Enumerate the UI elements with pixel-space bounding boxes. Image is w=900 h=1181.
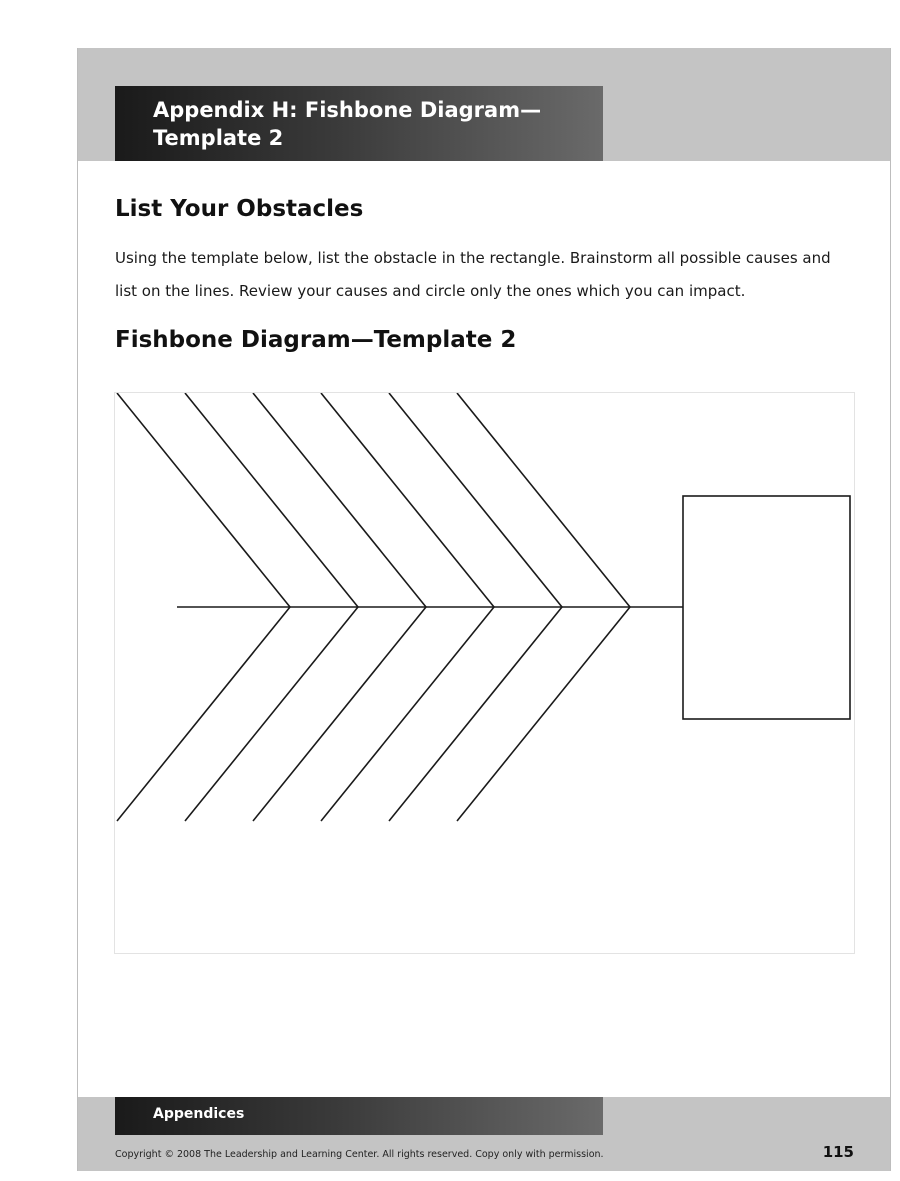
copyright-notice: Copyright © 2008 The Leadership and Learning Center. All rights reserved. Copy only with permission. (115, 1149, 604, 1160)
page-title: Appendix H: Fishbone Diagram— Template 2 (153, 98, 542, 150)
upper-bone-line (457, 393, 630, 607)
lower-bone-line (389, 607, 562, 821)
upper-bone-line (117, 393, 290, 607)
instructions-text: Using the template below, list the obstacle in the rectangle. Brainstorm all possible causes and list on the lines. Review your causes and circle only the ones which you can impact. (115, 249, 831, 300)
section-heading-fishbone: Fishbone Diagram—Template 2 (115, 327, 517, 353)
upper-bone-line (321, 393, 494, 607)
upper-bone-line (185, 393, 358, 607)
footer-band (78, 1097, 890, 1171)
lower-bone-line (185, 607, 358, 821)
upper-bone-line (253, 393, 426, 607)
section-heading-obstacles: List Your Obstacles (115, 196, 364, 222)
lower-bone-line (117, 607, 290, 821)
footer-title-box (115, 1097, 603, 1135)
header-title-box (115, 86, 603, 161)
document-page (77, 48, 891, 1171)
header-band (78, 48, 890, 161)
obstacle-box[interactable] (683, 496, 850, 719)
lower-bone-line (253, 607, 426, 821)
upper-bone-line (389, 393, 562, 607)
footer-section-label: Appendices (153, 1106, 245, 1122)
lower-bone-line (321, 607, 494, 821)
fishbone-svg (115, 393, 856, 955)
lower-bone-line (457, 607, 630, 821)
fishbone-diagram (114, 392, 855, 954)
page-number: 115 (822, 1143, 854, 1161)
